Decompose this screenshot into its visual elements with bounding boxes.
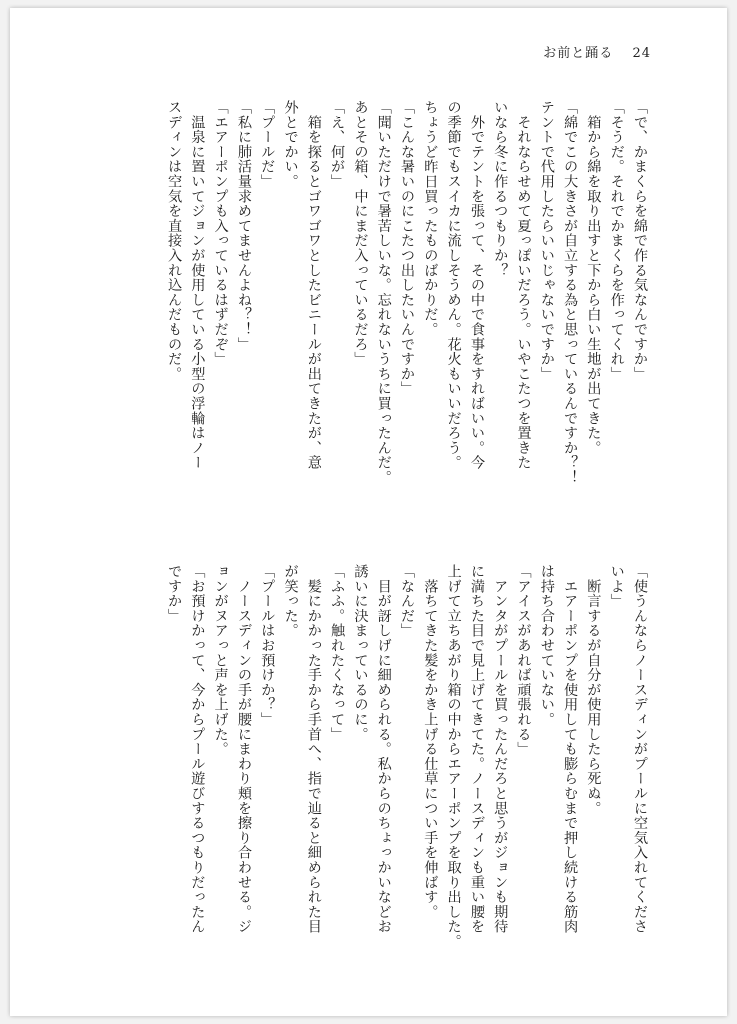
text-line: 箱を探るとゴワゴワとしたビニールが出てきたが、意: [305, 100, 322, 470]
text-line: の季節でもスイカに流しそうめん。花火もいいだろう。: [445, 100, 462, 470]
text-line: ちょうど昨日買ったものばかりだ。: [422, 100, 439, 337]
text-line: 上げて立ちあがり箱の中からエアーポンプを取り出した。: [445, 564, 462, 949]
text-block-bottom: [141, 564, 651, 994]
text-line: エアーポンプを使用しても膨らむまで押し続ける筋肉: [562, 564, 579, 934]
text-line: 「使うんならノースディンがプールに空気入れてくださ: [632, 564, 648, 934]
text-line: ですか」: [166, 564, 183, 624]
text-line: 温泉に置いてジョンが使用している小型の浮輪はノー: [189, 100, 206, 470]
text-line: ノースディンの手が腰にまわり頬を擦り合わせる。ジ: [235, 564, 252, 934]
text-line: 「なんだ」: [399, 564, 416, 638]
text-line: は持ち合わせていない。: [538, 564, 555, 727]
text-line: 「プールだ」: [259, 100, 276, 189]
text-line: 「こんな暑いのにこたつ出したいんですか」: [399, 100, 416, 396]
book-page: [10, 8, 727, 1016]
text-line: ョンがヌアっと声を上げた。: [212, 564, 229, 757]
text-line: 「綿でこの大きさが自立する為と思っているんですか？！: [562, 100, 579, 485]
text-line: 「ふふ。触れたくなって」: [329, 564, 346, 742]
text-line: いよ」: [608, 564, 625, 609]
text-line: テントで代用したらいいじゃないですか」: [538, 100, 555, 382]
text-line: アンタがプールを買ったんだろと思うがジョンも期待: [492, 564, 509, 934]
text-line: あとその箱、中にまだ入っているだろ」: [352, 100, 369, 367]
text-line: 「え、何が」: [329, 100, 346, 189]
text-line: 「お預けかって、今からプール遊びするつもりだったん: [189, 564, 206, 934]
text-line: 「そうだ。それでかまくらを作ってくれ」: [608, 100, 625, 382]
text-line: 「プールはお預けか？」: [259, 564, 276, 727]
text-line: 「聞いただけで暑苦しいな。忘れないうちに買ったんだ。: [375, 100, 392, 485]
text-block-top: [141, 100, 651, 530]
text-line: スディンは空気を直接入れ込んだものだ。: [166, 100, 183, 382]
text-line: 落ちてきた髪をかき上げる仕草につい手を伸ばす。: [422, 564, 439, 920]
text-line: 「アイスがあれば頑張れる」: [515, 564, 532, 757]
chapter-title: お前と踊る: [543, 46, 614, 61]
text-line: 目が訝しげに細められる。私からのちょっかいなどお: [375, 564, 392, 934]
text-line: いなら冬に作るつもりか？: [492, 100, 509, 278]
text-line: 外でテントを張って、その中で食事をすればいい。今: [468, 100, 485, 470]
text-line: それならせめて夏っぽいだろう。いやこたつを置きた: [515, 100, 532, 470]
page-number: 24: [632, 46, 651, 61]
text-line: 箱から綿を取り出すと下から白い生地が出てきた。: [585, 100, 602, 456]
text-line: 断言するが自分が使用したら死ぬ。: [585, 564, 602, 816]
text-line: 「私に肺活量求めてませんよね？！」: [235, 100, 252, 352]
text-line: 「エアーポンプも入っているはずだぞ」: [212, 100, 229, 367]
text-line: 髪にかかった手から手首へ、指で辿ると細められた目: [305, 564, 322, 934]
page-header: [543, 42, 651, 61]
text-line: 外とでかい。: [282, 100, 299, 189]
text-line: 「で、かまくらを綿で作る気なんですか」: [632, 100, 648, 382]
text-line: が笑った。: [282, 564, 299, 638]
text-line: に満ちた目で見上げてきてた。ノースディンも重い腰を: [468, 564, 485, 934]
text-line: 誘いに決まっているのに。: [352, 564, 369, 742]
